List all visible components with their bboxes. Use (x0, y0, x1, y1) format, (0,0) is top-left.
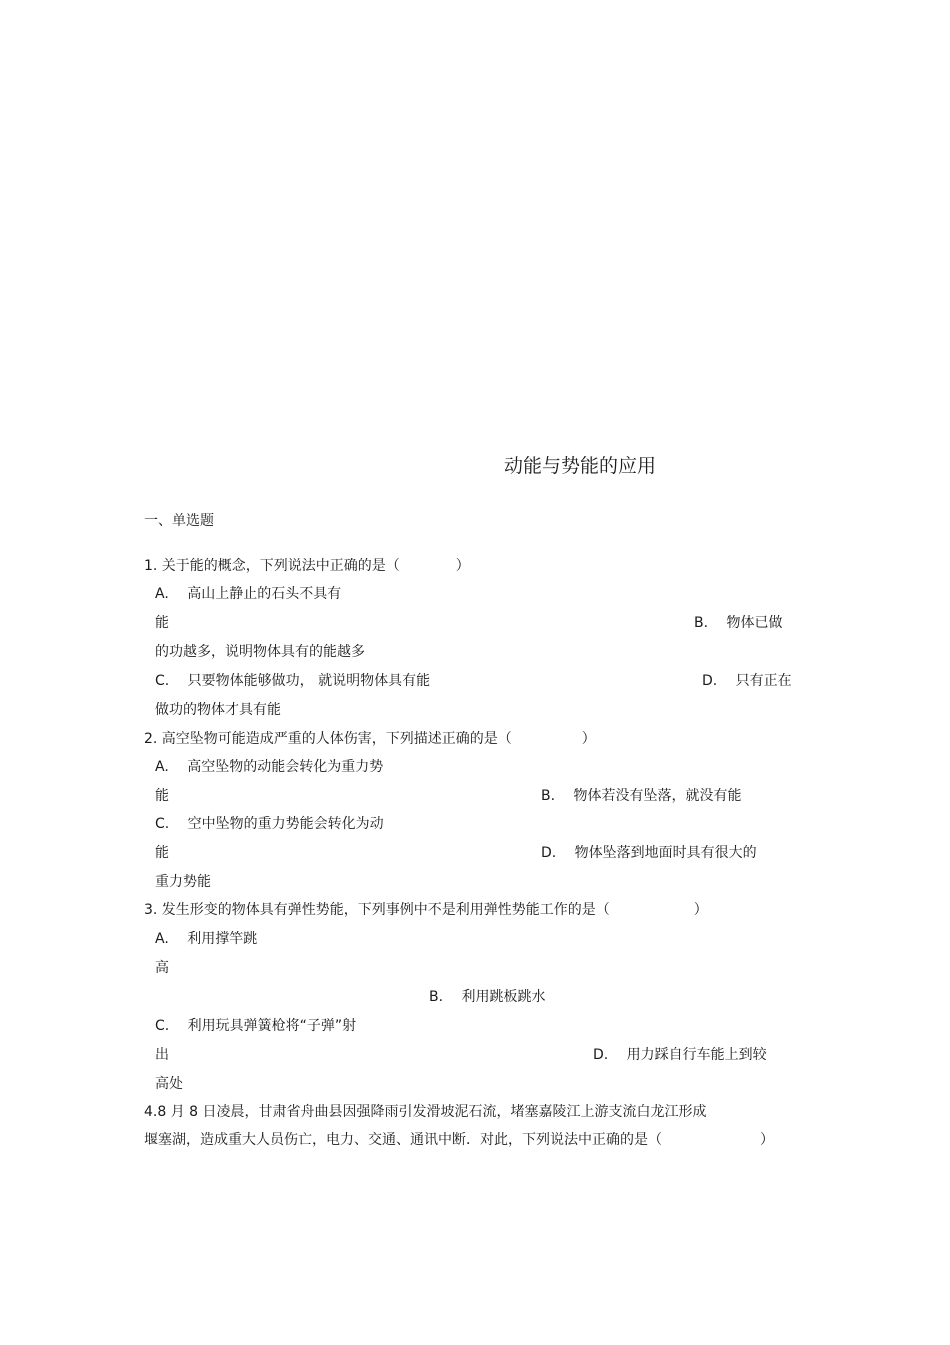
option-a: A. 高山上静止的石头不具有 (155, 586, 342, 602)
option-d-cont: 重力势能 (155, 874, 211, 890)
option-c: C. 只要物体能够做功， 就说明物体具有能 (155, 673, 431, 689)
page-title: 动能与势能的应用 (504, 455, 657, 477)
option-c: C. 利用玩具弹簧枪将“子弹”射 (155, 1018, 357, 1034)
option-a: A. 高空坠物的动能会转化为重力势 (155, 759, 384, 775)
option-d: D. 用力踩自行车能上到较 (593, 1047, 767, 1063)
section-heading: 一、单选题 (144, 513, 214, 529)
option-d-cont: 做功的物体才具有能 (155, 702, 281, 718)
option-c-cont: 能 (155, 845, 169, 861)
option-b: B. 利用跳板跳水 (429, 989, 546, 1005)
option-d: D. 只有正在 (702, 673, 792, 689)
option-b: B. 物体若没有坠落，就没有能 (541, 788, 742, 804)
question-stem: 3. 发生形变的物体具有弹性势能，下列事例中不是利用弹性势能工作的是（ ） (144, 902, 708, 918)
option-c: C. 空中坠物的重力势能会转化为动 (155, 816, 384, 832)
option-c-cont: 出 (155, 1047, 169, 1063)
question-stem: 1. 关于能的概念，下列说法中正确的是（ ） (144, 558, 470, 574)
question-stem: 4.8 月 8 日凌晨，甘肃省舟曲县因强降雨引发滑坡泥石流，堵塞嘉陵江上游支流白龙江形成 (144, 1104, 707, 1120)
option-a: A. 利用撑竿跳 (155, 931, 258, 947)
option-b-cont: 的功越多，说明物体具有的能越多 (155, 644, 365, 660)
option-a-cont: 高 (155, 960, 169, 976)
option-b: B. 物体已做 (694, 615, 783, 631)
question-stem: 2. 高空坠物可能造成严重的人体伤害，下列描述正确的是（ ） (144, 731, 596, 747)
option-a-cont: 能 (155, 615, 169, 631)
option-d-cont: 高处 (155, 1076, 183, 1092)
option-d: D. 物体坠落到地面时具有很大的 (541, 845, 757, 861)
option-a-cont: 能 (155, 788, 169, 804)
question-stem-cont: 堰塞湖，造成重大人员伤亡，电力、交通、通讯中断．对此，下列说法中正确的是（ ） (144, 1132, 774, 1148)
